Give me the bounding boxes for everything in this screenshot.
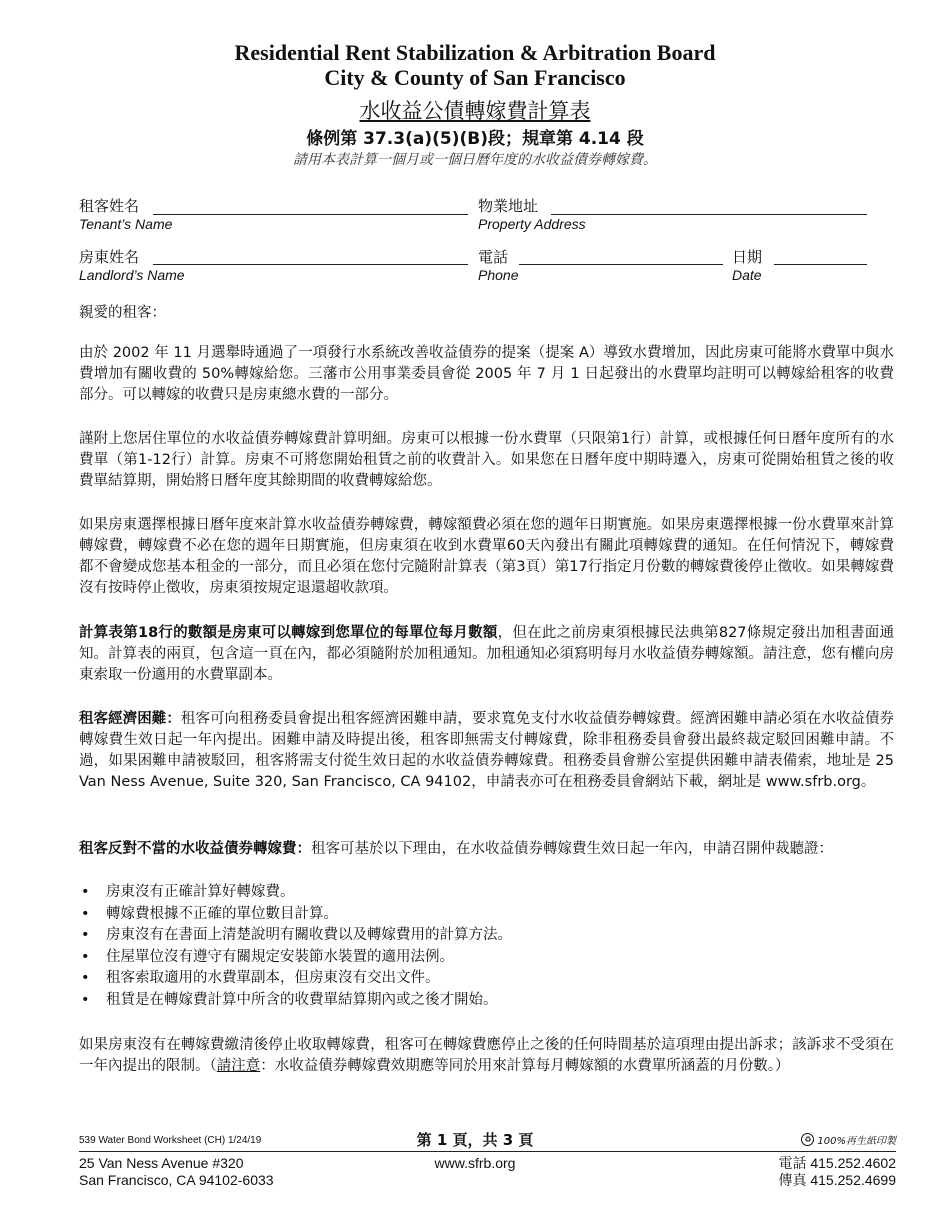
phone-field[interactable] [519, 264, 723, 265]
landlord-name-field[interactable] [153, 264, 468, 265]
paragraph-4-text: ，但在此之前房東須根據民法典第827條規定發出加租書面通知。計算表的兩頁，包含這一頁在內，都必須隨附於加租通知。加租通知必須寫明每月水收益債券轉嫁額。請注意，您有權向房東索取一份適用的水費單副本。 [79, 625, 894, 683]
paragraph-7 [79, 1035, 894, 1077]
bullet-item: • 轉嫁費根據不正確的單位數目計算。 [79, 904, 894, 926]
tenant-name-field[interactable] [153, 214, 468, 215]
bullet-item: • 住屋單位沒有遵守有關規定安裝節水裝置的適用法例。 [79, 947, 894, 969]
phone-number: 電話 415.252.4602 [778, 1155, 896, 1171]
tenant-name-label: 租客姓名 [79, 197, 140, 215]
phone-label: 電話 [478, 248, 509, 266]
paragraph-1: 由於 2002 年 11 月選舉時通過了一項發行水系統改善收益債券的提案（提案 A）導致水費增加，因此房東可能將水費單中與水費增加有關收費的 50%轉嫁給您。三藩市公用事業委員會從 2005 年 7 月 1 日起發出的水費單均註明可以轉嫁給租客的收費部分。可以轉嫁的收費只是房東總水費的一部分。 [79, 345, 894, 403]
tenant-name-label-en: Tenant’s Name [79, 216, 173, 232]
form-title: 水收益公債轉嫁費計算表 [359, 99, 591, 123]
landlord-name-label-en: Landlord’s Name [79, 267, 185, 283]
property-address-label-en: Property Address [478, 216, 586, 232]
paragraph-objection [79, 839, 894, 860]
greeting: 親愛的租客： [79, 305, 166, 321]
paragraph-2: 謹附上您居住單位的水收益債券轉嫁費計算明細。房東可以根據一份水費單（只限第1行）計算，或根據任何日曆年度所有的水費單（第1-12行）計算。房東不可將您開始租賃之前的收費計入。如果您在日曆年度中期時遷入，房東可從開始租賃之後的收費單結算期，開始將日曆年度其餘期間的收費轉嫁給您。 [79, 431, 894, 489]
date-field[interactable] [774, 264, 867, 265]
date-label: 日期 [732, 248, 763, 266]
org-city: City & County of San Francisco [324, 65, 626, 90]
hardship-text: 租客可向租務委員會提出租客經濟困難申請，要求寬免支付水收益債券轉嫁費。經濟困難申請必須在水收益債券轉嫁費生效日起一年內提出。困難申請及時提出後，租客即無需支付轉嫁費，除非租務委員會發出最終裁定駁回困難申請。不過，如果困難申請被駁回，租客將需支付從生效日起的水收益債券轉嫁費。租務委員會辦公室提供困難申請表備索，地址是 25 Van Ness Avenue, Suite 320, San Francisco, CA 94102，申請表亦可在租務委員會網站下載，網址是 www.sfrb.org。 [79, 711, 895, 790]
phone-label-en: Phone [478, 267, 519, 283]
please-note: 請注意 [216, 1058, 261, 1074]
hardship-heading: 租客經濟困難： [79, 711, 181, 727]
paragraph-7-note-text: ：水收益債券轉嫁費效期應等同於用來計算每月轉嫁額的水費單所涵蓋的月份數。） [260, 1058, 790, 1074]
objection-reasons [79, 882, 894, 1011]
address-line-1: 25 Van Ness Avenue #320 [79, 1155, 244, 1171]
date-label-en: Date [732, 267, 762, 283]
form-note: 請用本表計算一個月或一個日曆年度的水收益債券轉嫁費。 [293, 152, 657, 168]
address-line-2: San Francisco, CA 94102-6033 [79, 1172, 274, 1188]
paragraph-4-bold: 計算表第18行的數額是房東可以轉嫁到您單位的每單位每月數額 [79, 625, 498, 641]
paragraph-4 [79, 623, 894, 686]
form-subtitle: 條例第 37.3(a)(5)(B)段；規章第 4.14 段 [306, 129, 644, 149]
bullet-item: • 租賃是在轉嫁費計算中所含的收費單結算期內或之後才開始。 [79, 990, 894, 1012]
footer-contact [778, 1155, 896, 1189]
paragraph-3: 如果房東選擇根據日曆年度來計算水收益債券轉嫁費，轉嫁額費必須在您的週年日期實施。如果房東選擇根據一份水費單來計算轉嫁費，轉嫁費不必在您的週年日期實施，但房東須在收到水費單60天內發出有關此項轉嫁費的通知。在任何情況下，轉嫁費都不會變成您基本租金的一部分，而且必須在您付完隨附計算表（第3頁）第17行指定月份數的轉嫁費後停止徵收。如果轉嫁費沒有按時停止徵收，房東須按規定退還超收款項。 [79, 517, 894, 596]
org-name: Residential Rent Stabilization & Arbitration Board [234, 40, 716, 65]
objection-text: 租客可基於以下理由，在水收益債券轉嫁費生效日起一年內，申請召開仲裁聽證： [311, 841, 833, 857]
website-link[interactable]: www.sfrb.org [434, 1155, 516, 1171]
recycled-note [801, 1132, 896, 1147]
bullet-item: • 房東沒有正確計算好轉嫁費。 [79, 882, 894, 904]
page-number: 第 1 頁，共 3 頁 [416, 1131, 534, 1149]
landlord-name-label: 房東姓名 [79, 248, 140, 266]
form-id: 539 Water Bond Worksheet (CH) 1/24/19 [79, 1135, 262, 1146]
bullet-item: • 房東沒有在書面上清楚說明有關收費以及轉嫁費用的計算方法。 [79, 925, 894, 947]
bullet-list [79, 882, 894, 1011]
bullet-item: • 租客索取適用的水費單副本，但房東沒有交出文件。 [79, 968, 894, 990]
recycle-icon: ♻ [801, 1133, 814, 1146]
form-title-wrap [0, 95, 950, 125]
objection-heading: 租客反對不當的水收益債券轉嫁費： [79, 841, 311, 857]
paragraph-hardship [79, 709, 894, 793]
property-address-label: 物業地址 [478, 197, 539, 215]
recycled-text: 100%再生紙印製 [817, 1136, 896, 1147]
property-address-field[interactable] [551, 214, 867, 215]
fax-number: 傳真 415.252.4699 [778, 1172, 896, 1188]
paragraph-7-text: 如果房東沒有在轉嫁費繳清後停止收取轉嫁費，租客可在轉嫁費應停止之後的任何時間基於這項理由提出訴求；該訴求不受須在一年內提出的限制。（ [79, 1037, 894, 1074]
footer-divider [79, 1151, 896, 1152]
footer-address [79, 1155, 274, 1189]
